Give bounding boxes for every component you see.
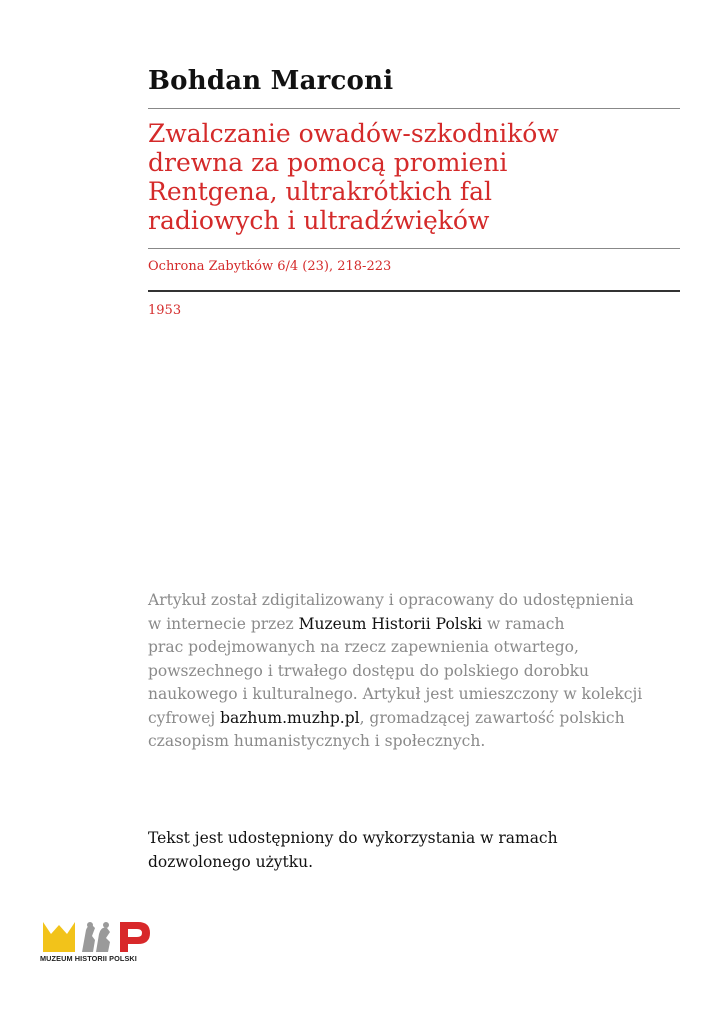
publication-year: 1953 [148,303,182,318]
title-line: Zwalczanie owadów-szkodników [148,119,559,148]
notice-line: prac podejmowanych na rzecz zapewnienia otwartego, [148,638,579,656]
logo-m-yellow [43,922,75,952]
notice-text: cyfrowej [148,708,221,727]
divider-thick [148,290,680,292]
title-line: radiowych i ultradźwięków [148,206,490,235]
museum-link[interactable]: Muzeum Historii Polski [298,614,483,633]
notice-line: powszechnego i trwałego dostępu do polskiego dorobku [148,661,590,680]
notice-line [148,707,688,731]
author-name: Bohdan Marconi [148,66,394,96]
license-notice [148,826,668,874]
logo-p-red [120,922,150,952]
notice-line: czasopism humanistycznych i społecznych. [148,732,486,750]
notice-line [148,613,688,637]
notice-line: naukowego i kulturalnego. Artykuł jest umieszczony w kolekcji [148,685,643,703]
title-line: Rentgena, ultrakrótkich fal [148,177,493,206]
logo-caption: MUZEUM HISTORII POLSKI [40,954,137,963]
license-line: Tekst jest udostępniony do wykorzystania w ramach [148,829,558,847]
notice-text: w internecie przez [148,614,299,633]
title-line: drewna za pomocą promieni [148,148,508,177]
divider [148,248,680,249]
bazhum-link[interactable]: bazhum.muzhp.pl [220,708,360,727]
logo-h-gray [82,922,110,952]
notice-text: , gromadzącej zawartość polskich [359,708,625,727]
notice-line: Artykuł został zdigitalizowany i opracowany do udostępnienia [148,591,634,609]
article-title [148,119,678,235]
divider [148,108,680,109]
notice-text: w ramach [482,614,565,633]
digitization-notice [148,589,688,754]
source-citation: Ochrona Zabytków 6/4 (23), 218-223 [148,259,392,274]
license-line: dozwolonego użytku. [148,853,314,871]
